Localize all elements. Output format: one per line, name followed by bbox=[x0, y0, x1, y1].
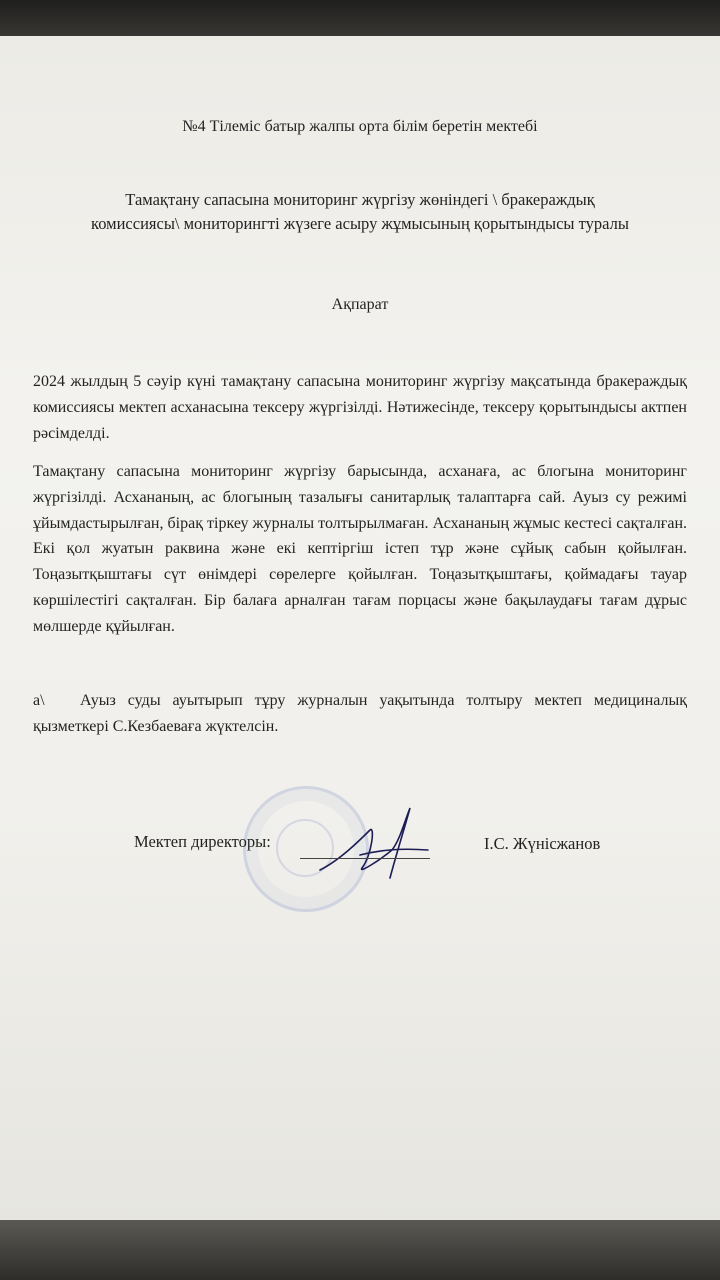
signatory-name: І.С. Жүнісжанов bbox=[484, 834, 601, 853]
paragraph-assignment bbox=[33, 688, 687, 740]
document-type: Ақпарат bbox=[331, 296, 389, 313]
paragraph-findings: Тамақтану сапасына мониторинг жүргізу барысында, асханаға, ас блогына мониторинг жүргізілді. Асхананың, ас блогының тазалығы санитарлық талаптарға сай. Ауыз су режимі ұйымдастырылған, бірақ тіркеу журналы толтырылмаған. Асхананың жұмыс кестесі сақталған. Екі қол жуатын раквина және екі кептіргіш істеп тұр және сұйық сабын қойылған. Тоңазытқыштағы сүт өнімдері сөрелерге қойылған. Тоңазытқыштағы, қоймадағы тауар көршілестігі сақталған. Бір балаға арналған тағам порцасы және бақылаудағы тағам дұрыс мөлшерде құйылған. bbox=[33, 463, 687, 635]
background-wall-top bbox=[0, 0, 720, 40]
school-name: №4 Тілеміс батыр жалпы орта білім беретін мектебі bbox=[182, 118, 538, 135]
signature-line bbox=[300, 858, 430, 859]
signature-label: Мектеп директоры: bbox=[134, 832, 271, 851]
handwritten-signature bbox=[300, 800, 450, 890]
report-title-line-2: комиссиясы\ мониторингті жүзеге асыру жұмысының қорытындысы туралы bbox=[91, 214, 629, 233]
item-marker: а\ bbox=[33, 692, 45, 709]
report-title bbox=[0, 188, 720, 236]
report-title-line-1: Тамақтану сапасына мониторинг жүргізу жөніндегі \ бракераждық bbox=[125, 190, 595, 209]
background-floor bbox=[0, 1220, 720, 1280]
item-text: Ауыз суды ауытырып тұру журналын уақытында толтыру мектеп медициналық қызметкері С.Кезбаеваға жүктелсін. bbox=[33, 692, 687, 735]
signature-block bbox=[0, 830, 720, 930]
paragraph-inspection: 2024 жылдың 5 сәуір күні тамақтану сапасына мониторинг жүргізу мақсатында бракераждық комиссиясы мектеп асханасына тексеру жүргізілді. Нәтижесінде, тексеру қорытындысы актпен рәсімделді. bbox=[33, 373, 687, 442]
document-page bbox=[0, 36, 720, 1226]
